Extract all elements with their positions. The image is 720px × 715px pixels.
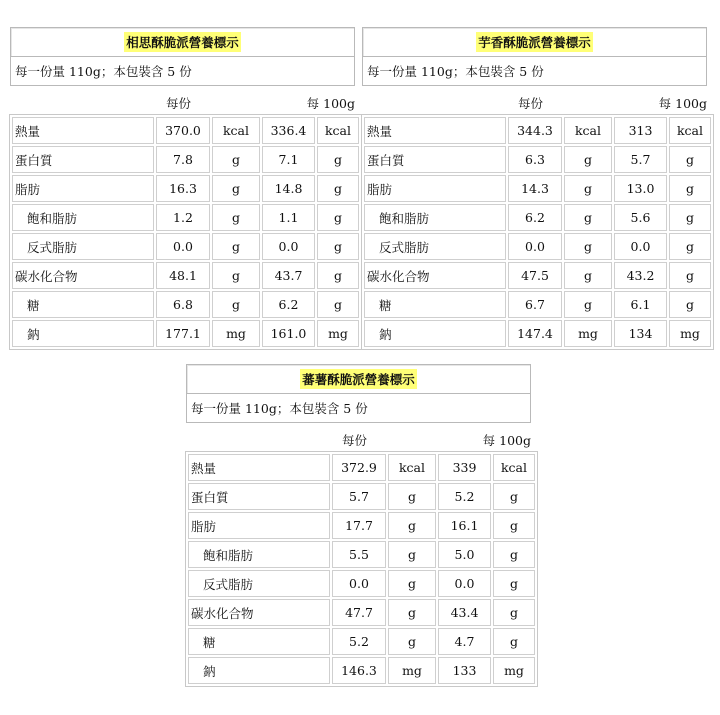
unit: g xyxy=(564,204,612,231)
table-row xyxy=(364,175,711,202)
per-serving-value: 0.0 xyxy=(508,233,562,260)
per-serving-value: 6.3 xyxy=(508,146,562,173)
nutrient-name: 反式脂肪 xyxy=(12,233,154,260)
nutrient-name: 蛋白質 xyxy=(12,146,154,173)
unit: kcal xyxy=(388,454,436,481)
per-serving-header: 每份 xyxy=(342,433,368,448)
per-serving-value: 344.3 xyxy=(508,117,562,144)
unit: g xyxy=(564,291,612,318)
per-100g-value: 4.7 xyxy=(438,628,491,655)
panel-title-box xyxy=(10,27,355,57)
unit: kcal xyxy=(669,117,711,144)
nutrient-name: 碳水化合物 xyxy=(188,599,330,626)
unit: g xyxy=(493,570,535,597)
unit: g xyxy=(669,233,711,260)
table-row xyxy=(364,146,711,173)
nutrient-name: 飽和脂肪 xyxy=(188,541,330,568)
nutrient-name: 糖 xyxy=(12,291,154,318)
nutrition-panel-taro xyxy=(362,27,707,350)
per-100g-value: 43.2 xyxy=(614,262,667,289)
nutrient-name: 蛋白質 xyxy=(188,483,330,510)
nutrient-name: 碳水化合物 xyxy=(364,262,506,289)
table-row xyxy=(12,117,359,144)
table-row xyxy=(12,320,359,347)
unit: g xyxy=(564,233,612,260)
unit: g xyxy=(388,628,436,655)
unit: g xyxy=(212,233,260,260)
panel-title-box xyxy=(362,27,707,57)
per-100g-value: 1.1 xyxy=(262,204,315,231)
per-100g-header: 每 100g xyxy=(306,96,355,111)
unit: g xyxy=(317,146,359,173)
unit: g xyxy=(493,628,535,655)
nutrient-name: 熱量 xyxy=(12,117,154,144)
per-serving-value: 47.7 xyxy=(332,599,386,626)
per-serving-value: 1.2 xyxy=(156,204,210,231)
nutrient-name: 反式脂肪 xyxy=(188,570,330,597)
per-serving-value: 146.3 xyxy=(332,657,386,684)
unit: g xyxy=(493,599,535,626)
per-serving-value: 48.1 xyxy=(156,262,210,289)
panel-title: 蕃薯酥脆派營養標示 xyxy=(300,369,417,389)
serving-info: 每一份量 110g；本包裝含 5 份 xyxy=(362,57,707,86)
column-headers xyxy=(362,86,707,114)
unit: g xyxy=(317,175,359,202)
nutrient-name: 鈉 xyxy=(364,320,506,347)
unit: g xyxy=(493,512,535,539)
unit: g xyxy=(493,541,535,568)
nutrient-name: 糖 xyxy=(188,628,330,655)
per-100g-value: 43.4 xyxy=(438,599,491,626)
unit: g xyxy=(212,291,260,318)
per-serving-value: 372.9 xyxy=(332,454,386,481)
panel-title: 芋香酥脆派營養標示 xyxy=(476,32,593,52)
table-row xyxy=(188,454,535,481)
unit: mg xyxy=(669,320,711,347)
per-serving-value: 147.4 xyxy=(508,320,562,347)
column-headers xyxy=(10,86,355,114)
table-row xyxy=(364,291,711,318)
per-100g-value: 134 xyxy=(614,320,667,347)
nutrient-name: 脂肪 xyxy=(12,175,154,202)
nutrient-name: 鈉 xyxy=(12,320,154,347)
nutrient-name: 脂肪 xyxy=(364,175,506,202)
table-row xyxy=(364,320,711,347)
nutrition-panel-sweet-potato xyxy=(186,364,531,687)
per-serving-value: 5.2 xyxy=(332,628,386,655)
per-serving-value: 0.0 xyxy=(332,570,386,597)
unit: g xyxy=(669,146,711,173)
unit: g xyxy=(493,483,535,510)
unit: g xyxy=(317,262,359,289)
unit: g xyxy=(212,204,260,231)
per-100g-value: 339 xyxy=(438,454,491,481)
nutrition-table xyxy=(185,451,538,687)
nutrition-table xyxy=(361,114,714,350)
nutrient-name: 脂肪 xyxy=(188,512,330,539)
per-serving-value: 47.5 xyxy=(508,262,562,289)
nutrition-table xyxy=(9,114,362,350)
table-row xyxy=(188,599,535,626)
table-row xyxy=(364,262,711,289)
unit: mg xyxy=(493,657,535,684)
per-100g-value: 6.1 xyxy=(614,291,667,318)
unit: g xyxy=(564,175,612,202)
table-row xyxy=(12,291,359,318)
per-100g-value: 5.6 xyxy=(614,204,667,231)
per-serving-value: 5.7 xyxy=(332,483,386,510)
per-100g-header: 每 100g xyxy=(658,96,707,111)
unit: mg xyxy=(212,320,260,347)
per-serving-value: 14.3 xyxy=(508,175,562,202)
unit: g xyxy=(388,483,436,510)
panel-title-box xyxy=(186,364,531,394)
panel-title: 相思酥脆派營養標示 xyxy=(124,32,241,52)
unit: g xyxy=(388,541,436,568)
serving-info: 每一份量 110g；本包裝含 5 份 xyxy=(186,394,531,423)
table-row xyxy=(188,657,535,684)
per-100g-value: 313 xyxy=(614,117,667,144)
per-100g-value: 14.8 xyxy=(262,175,315,202)
table-row xyxy=(188,570,535,597)
nutrient-name: 飽和脂肪 xyxy=(12,204,154,231)
table-row xyxy=(364,117,711,144)
unit: kcal xyxy=(493,454,535,481)
unit: g xyxy=(317,291,359,318)
unit: g xyxy=(669,175,711,202)
per-serving-value: 370.0 xyxy=(156,117,210,144)
nutrition-panel-acacia xyxy=(10,27,355,350)
unit: mg xyxy=(317,320,359,347)
nutrient-name: 熱量 xyxy=(188,454,330,481)
nutrient-name: 飽和脂肪 xyxy=(364,204,506,231)
table-row xyxy=(364,233,711,260)
per-100g-value: 5.0 xyxy=(438,541,491,568)
table-row xyxy=(364,204,711,231)
unit: g xyxy=(388,512,436,539)
per-serving-value: 6.2 xyxy=(508,204,562,231)
per-100g-value: 43.7 xyxy=(262,262,315,289)
unit: mg xyxy=(388,657,436,684)
table-row xyxy=(12,204,359,231)
per-100g-value: 13.0 xyxy=(614,175,667,202)
per-100g-value: 0.0 xyxy=(438,570,491,597)
unit: kcal xyxy=(564,117,612,144)
nutrient-name: 鈉 xyxy=(188,657,330,684)
table-row xyxy=(12,262,359,289)
nutrient-name: 反式脂肪 xyxy=(364,233,506,260)
table-row xyxy=(188,628,535,655)
unit: g xyxy=(388,570,436,597)
unit: g xyxy=(564,262,612,289)
per-serving-value: 6.7 xyxy=(508,291,562,318)
column-headers xyxy=(186,423,531,451)
unit: mg xyxy=(564,320,612,347)
nutrient-name: 蛋白質 xyxy=(364,146,506,173)
table-row xyxy=(12,175,359,202)
per-serving-value: 5.5 xyxy=(332,541,386,568)
nutrient-name: 糖 xyxy=(364,291,506,318)
table-row xyxy=(12,233,359,260)
per-serving-value: 17.7 xyxy=(332,512,386,539)
unit: g xyxy=(317,233,359,260)
unit: g xyxy=(669,262,711,289)
unit: kcal xyxy=(212,117,260,144)
per-100g-value: 6.2 xyxy=(262,291,315,318)
per-100g-value: 5.7 xyxy=(614,146,667,173)
table-row xyxy=(12,146,359,173)
table-row xyxy=(188,541,535,568)
table-row xyxy=(188,483,535,510)
per-serving-value: 16.3 xyxy=(156,175,210,202)
nutrient-name: 熱量 xyxy=(364,117,506,144)
unit: g xyxy=(669,204,711,231)
table-row xyxy=(188,512,535,539)
unit: g xyxy=(317,204,359,231)
unit: g xyxy=(212,146,260,173)
unit: kcal xyxy=(317,117,359,144)
unit: g xyxy=(564,146,612,173)
per-100g-value: 5.2 xyxy=(438,483,491,510)
per-100g-value: 7.1 xyxy=(262,146,315,173)
per-100g-value: 336.4 xyxy=(262,117,315,144)
per-100g-header: 每 100g xyxy=(482,433,531,448)
per-serving-value: 7.8 xyxy=(156,146,210,173)
unit: g xyxy=(388,599,436,626)
per-100g-value: 0.0 xyxy=(262,233,315,260)
per-100g-value: 0.0 xyxy=(614,233,667,260)
per-100g-value: 161.0 xyxy=(262,320,315,347)
per-serving-value: 6.8 xyxy=(156,291,210,318)
per-serving-header: 每份 xyxy=(166,96,192,111)
per-100g-value: 133 xyxy=(438,657,491,684)
per-serving-value: 177.1 xyxy=(156,320,210,347)
per-serving-value: 0.0 xyxy=(156,233,210,260)
unit: g xyxy=(669,291,711,318)
nutrient-name: 碳水化合物 xyxy=(12,262,154,289)
unit: g xyxy=(212,262,260,289)
unit: g xyxy=(212,175,260,202)
per-serving-header: 每份 xyxy=(518,96,544,111)
per-100g-value: 16.1 xyxy=(438,512,491,539)
serving-info: 每一份量 110g；本包裝含 5 份 xyxy=(10,57,355,86)
